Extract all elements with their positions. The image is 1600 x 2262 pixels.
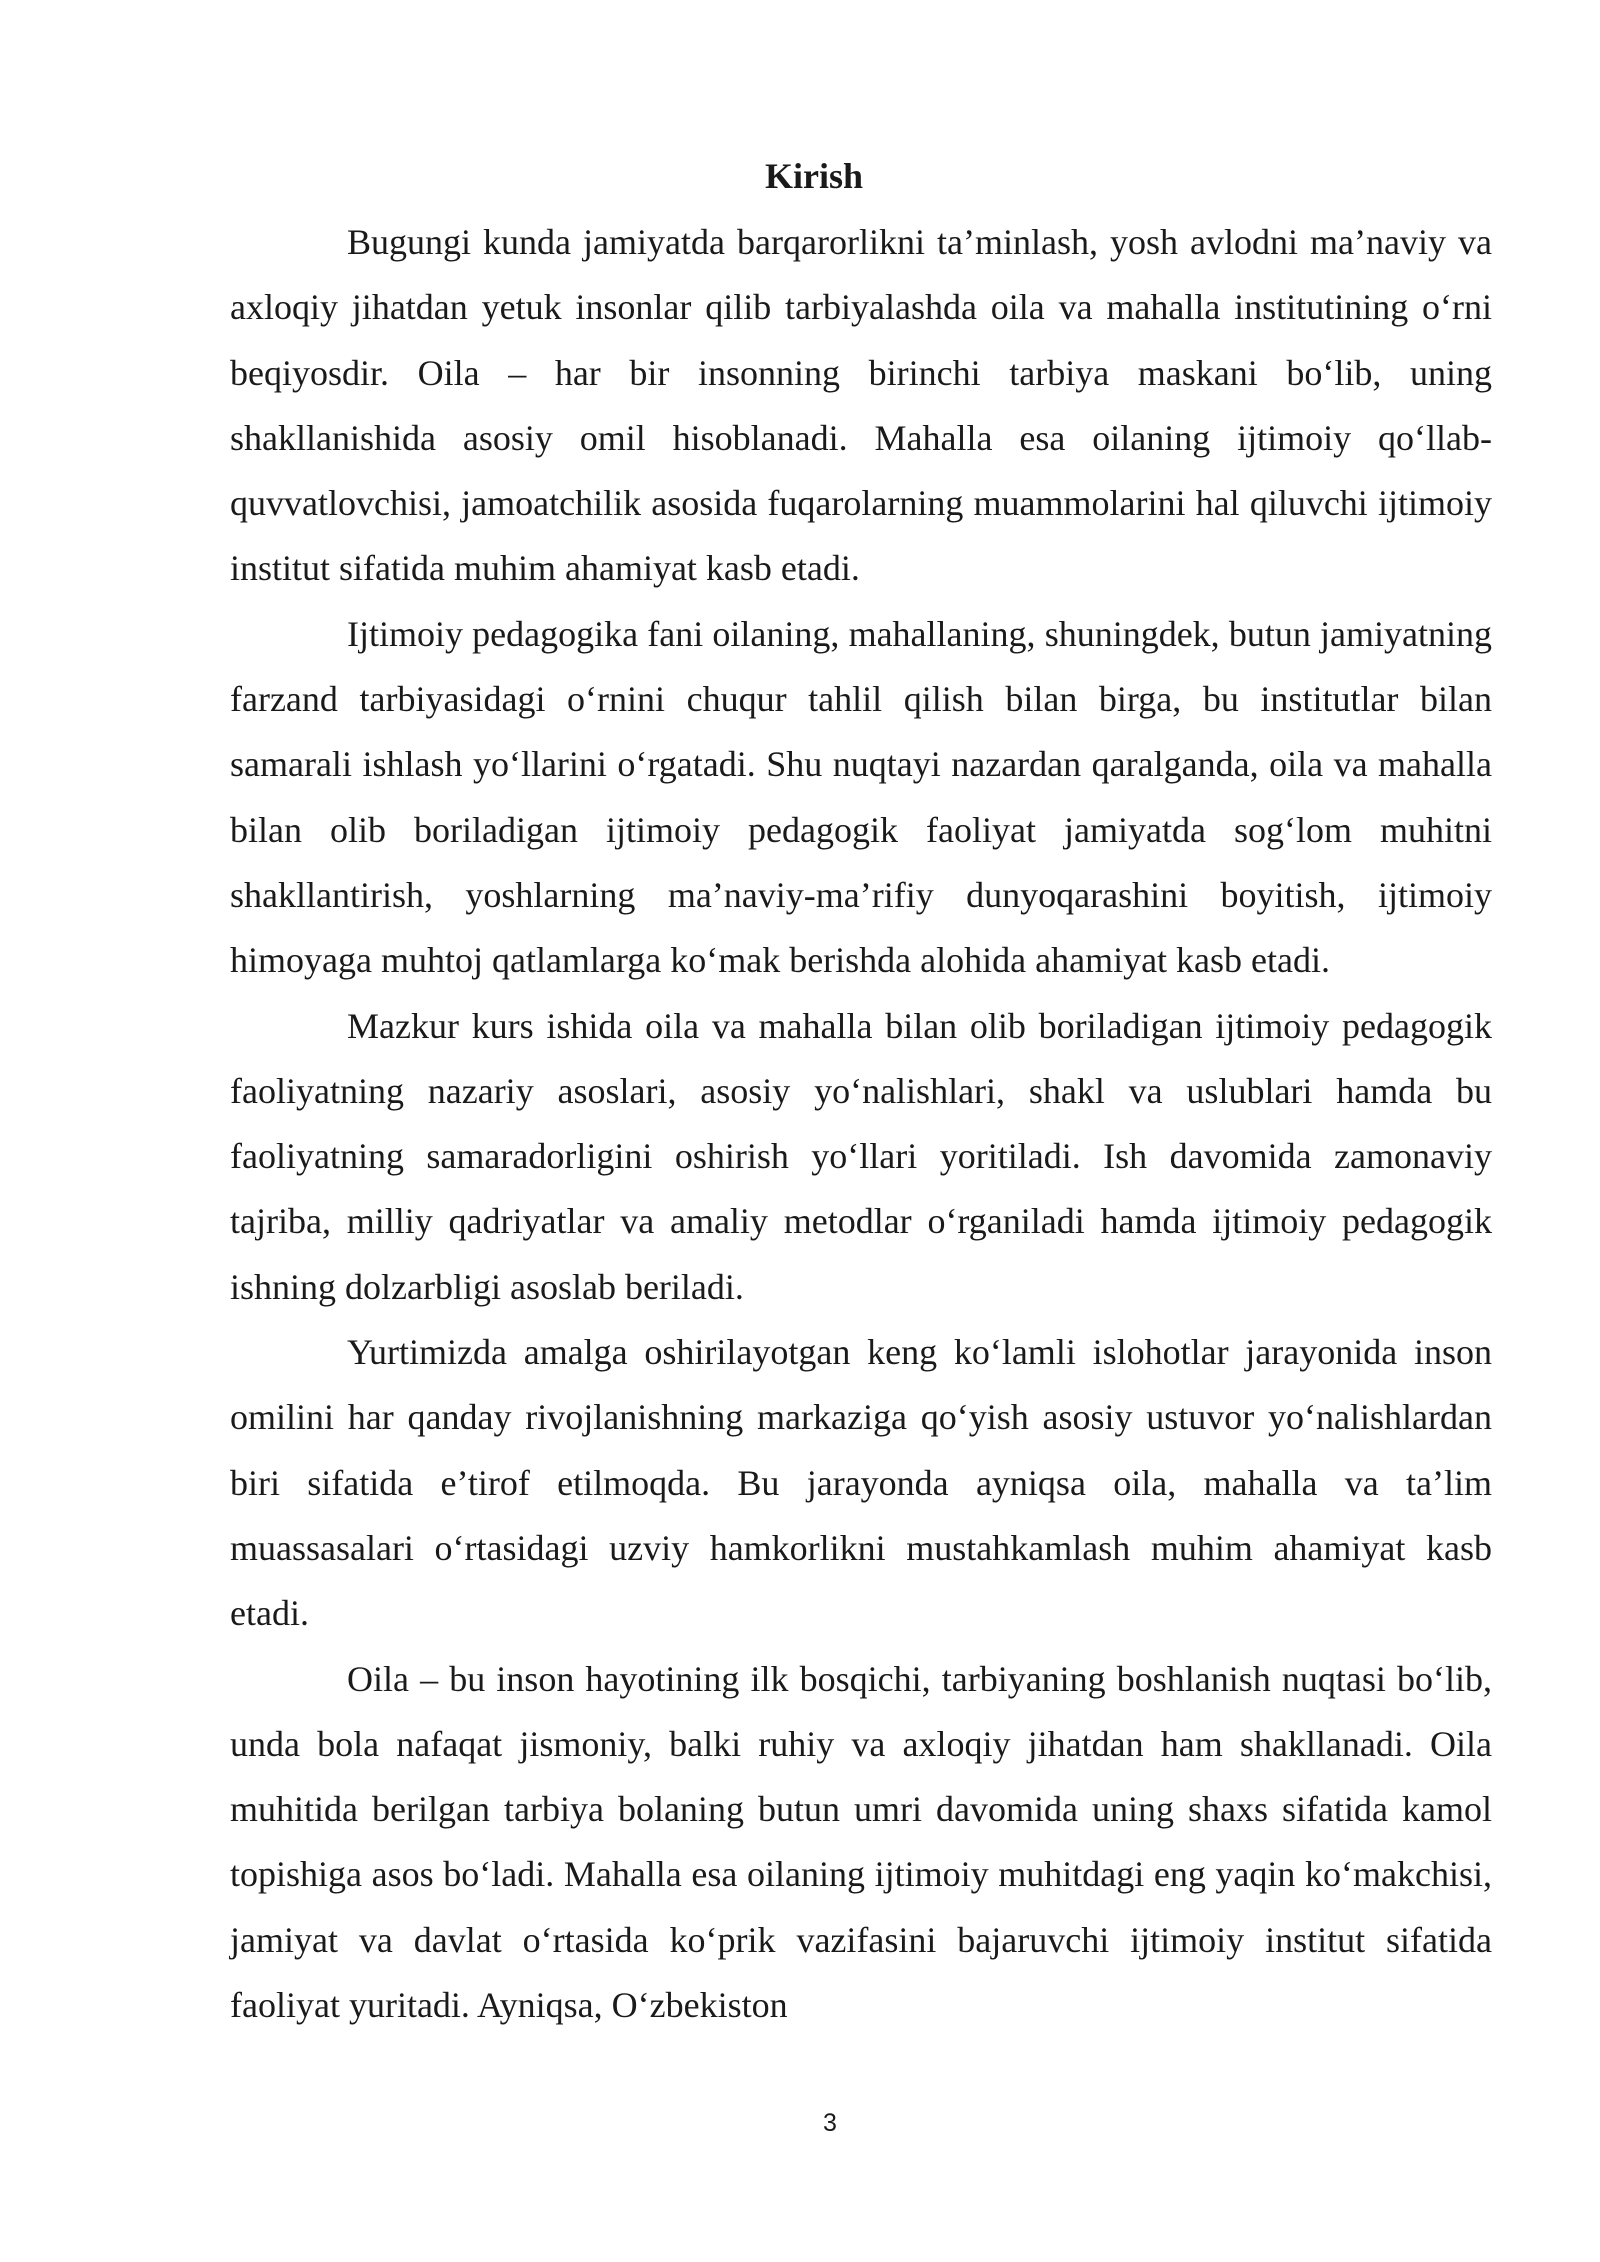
- paragraph: Yurtimizda amalga oshirilayotgan keng ko‘lamli islohotlar jarayonida inson omilini har qanday rivojlanishning markaziga qo‘yish asosiy ustuvor yo‘nalishlardan biri sifatida e’tirof etilmoqda. Bu jarayonda ayniqsa oila, mahalla va ta’lim muassasalari o‘rtasidagi uzviy hamkorlikni mustahkamlash muhim ahamiyat kasb etadi.: [230, 1332, 1492, 1634]
- body-text: [230, 210, 1492, 2038]
- paragraph: Oila – bu inson hayotining ilk bosqichi, tarbiyaning boshlanish nuqtasi bo‘lib, unda bola nafaqat jismoniy, balki ruhiy va axloqiy jihatdan ham shakllanadi. Oila muhitida berilgan tarbiya bolaning butun umri davomida uning shaxs sifatida kamol topishiga asos bo‘ladi. Mahalla esa oilaning ijtimoiy muhitdagi eng yaqin ko‘makchisi, jamiyat va davlat o‘rtasida ko‘prik vazifasini bajaruvchi ijtimoiy institut sifatida faoliyat yuritadi. Ayniqsa, O‘zbekiston: [230, 1658, 1492, 2026]
- paragraph: Ijtimoiy pedagogika fani oilaning, mahallaning, shuningdek, butun jamiyatning farzand tarbiyasidagi o‘rnini chuqur tahlil qilish bilan birga, bu institutlar bilan samarali ishlash yo‘llarini o‘rgatadi. Shu nuqtayi nazardan qaralganda, oila va mahalla bilan olib boriladigan ijtimoiy pedagogik faoliyat jamiyatda sog‘lom muhitni shakllantirish, yoshlarning ma’naviy-ma’rifiy dunyoqarashini boyitish, ijtimoiy himoyaga muhtoj qatlamlarga ko‘mak berishda alohida ahamiyat kasb etadi.: [230, 613, 1492, 981]
- page-number: [0, 2108, 1600, 2138]
- section-heading-text: Kirish: [764, 156, 863, 196]
- section-heading: [0, 148, 1600, 204]
- paragraph: Bugungi kunda jamiyatda barqarorlikni ta’minlash, yosh avlodni ma’naviy va axloqiy jihatdan yetuk insonlar qilib tarbiyalashda oila va mahalla institutining o‘rni beqiyosdir. Oila – har bir insonning birinchi tarbiya maskani bo‘lib, uning shakllanishida asosiy omil hisoblanadi. Mahalla esa oilaning ijtimoiy qo‘llab-quvvatlovchisi, jamoatchilik asosida fuqarolarning muammolarini hal qiluvchi ijtimoiy institut sifatida muhim ahamiyat kasb etadi.: [230, 222, 1492, 589]
- paragraph: Mazkur kurs ishida oila va mahalla bilan olib boriladigan ijtimoiy pedagogik faoliyatning nazariy asoslari, asosiy yo‘nalishlari, shakl va uslublari hamda bu faoliyatning samaradorligini oshirish yo‘llari yoritiladi. Ish davomida zamonaviy tajriba, milliy qadriyatlar va amaliy metodlar o‘rganiladi hamda ijtimoiy pedagogik ishning dolzarbligi asoslab beriladi.: [230, 1005, 1492, 1307]
- page-number-text: 3: [823, 2109, 837, 2137]
